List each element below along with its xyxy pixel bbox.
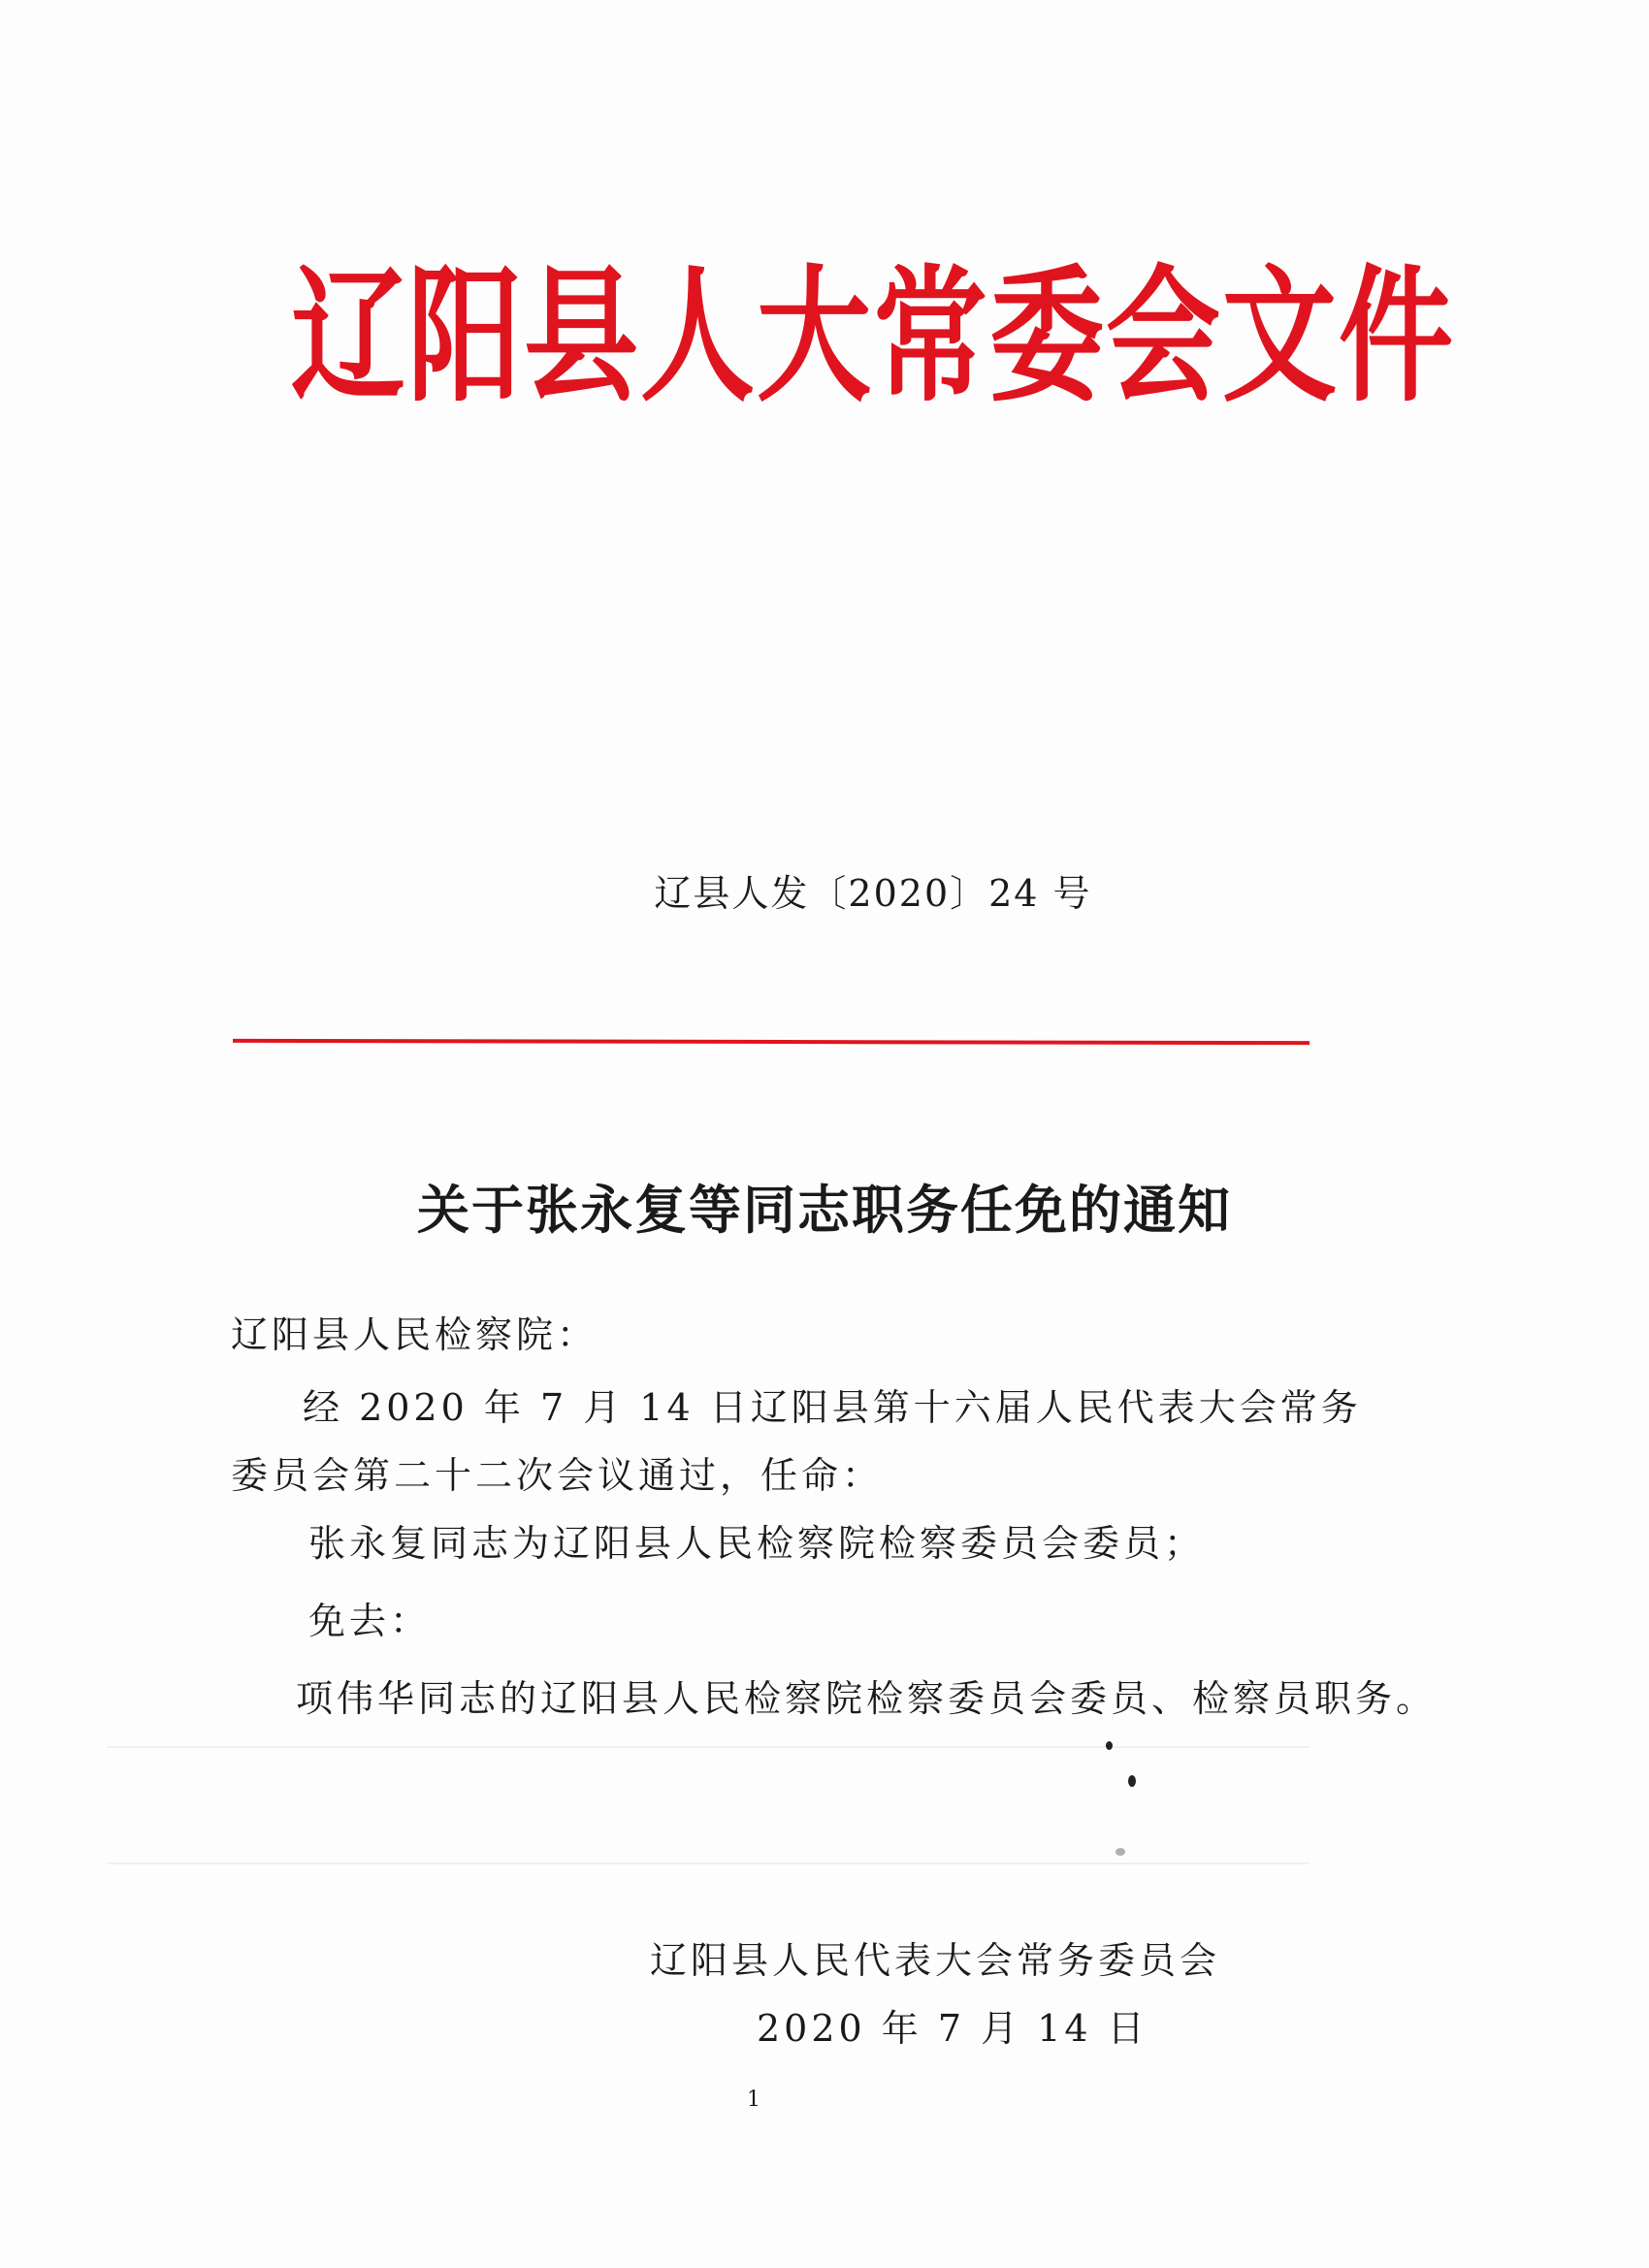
body-paragraph-1-line-1: 经 2020 年 7 月 14 日辽阳县第十六届人民代表大会常务 (303, 1386, 1362, 1429)
body-paragraph-1-line-2: 委员会第二十二次会议通过，任命： (231, 1454, 884, 1497)
show-through-marks (107, 1727, 1310, 1921)
notice-title: 关于张永复等同志职务任免的通知 (417, 1180, 1232, 1241)
appointment-line: 张永复同志为辽阳县人民检察院检察委员会委员； (308, 1522, 1206, 1565)
scan-speck (1116, 1848, 1125, 1856)
scan-speck (1106, 1741, 1113, 1750)
masthead-title: 辽阳县人大常委会文件 (291, 250, 1456, 422)
document-number: 辽县人发〔2020〕24 号 (654, 872, 1092, 915)
addressee: 辽阳县人民检察院： (231, 1313, 598, 1356)
red-divider-line (233, 1039, 1310, 1045)
removal-label: 免去： (308, 1600, 432, 1642)
scan-speck (1128, 1775, 1136, 1787)
page-number: 1 (747, 2088, 760, 2112)
signature-date: 2020 年 7 月 14 日 (757, 2007, 1148, 2050)
removal-line: 项伟华同志的辽阳县人民检察院检察委员会委员、检察员职务。 (296, 1677, 1438, 1720)
signature-organization: 辽阳县人民代表大会常务委员会 (650, 1939, 1221, 1982)
